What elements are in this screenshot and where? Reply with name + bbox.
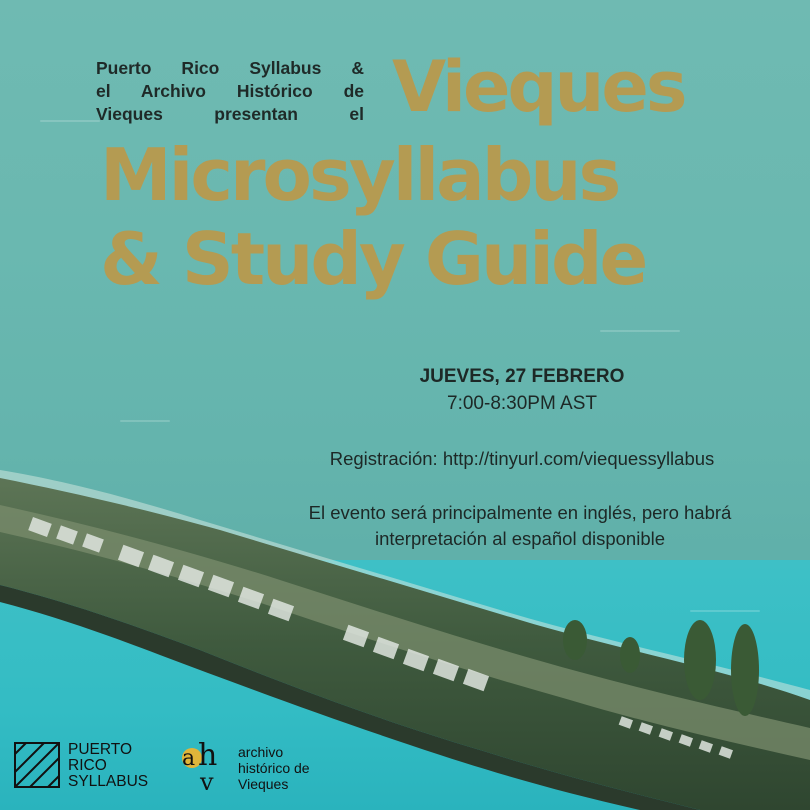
title-vieques: Vieques [392, 46, 685, 128]
language-note: El evento será principalmente en inglés, pero habrá [308, 502, 732, 523]
registration-link[interactable]: Registración: http://tinyurl.com/viequessyllabus [329, 448, 715, 469]
svg-text:a: a [182, 746, 196, 771]
ahv-word: histórico de [238, 760, 310, 776]
ahv-word: Vieques [238, 776, 289, 792]
prs-logo-icon [14, 742, 60, 788]
intro-line: Puerto Rico Syllabus & [96, 58, 364, 78]
prs-word: SYLLABUS [68, 773, 149, 790]
intro-line: Vieques presentan el [96, 104, 364, 124]
ahv-word: archivo [238, 744, 284, 760]
prs-word: PUERTO [68, 741, 133, 758]
title-study-guide: & Study Guide [100, 217, 646, 301]
event-date: JUEVES, 27 FEBRERO [419, 366, 625, 387]
event-time: 7:00-8:30PM AST [447, 393, 597, 414]
title-microsyllabus: Microsyllabus [100, 133, 619, 217]
prs-logo-text [68, 742, 148, 790]
presenters-intro [96, 57, 364, 126]
svg-text:h: h [198, 738, 218, 773]
ahv-logo-text [238, 744, 310, 792]
prs-word: RICO [68, 757, 107, 774]
intro-line: el Archivo Histórico de [96, 81, 364, 101]
language-note: interpretación al español disponible [374, 528, 666, 549]
ahv-logo-icon [178, 732, 232, 794]
svg-text:v: v [200, 768, 214, 794]
